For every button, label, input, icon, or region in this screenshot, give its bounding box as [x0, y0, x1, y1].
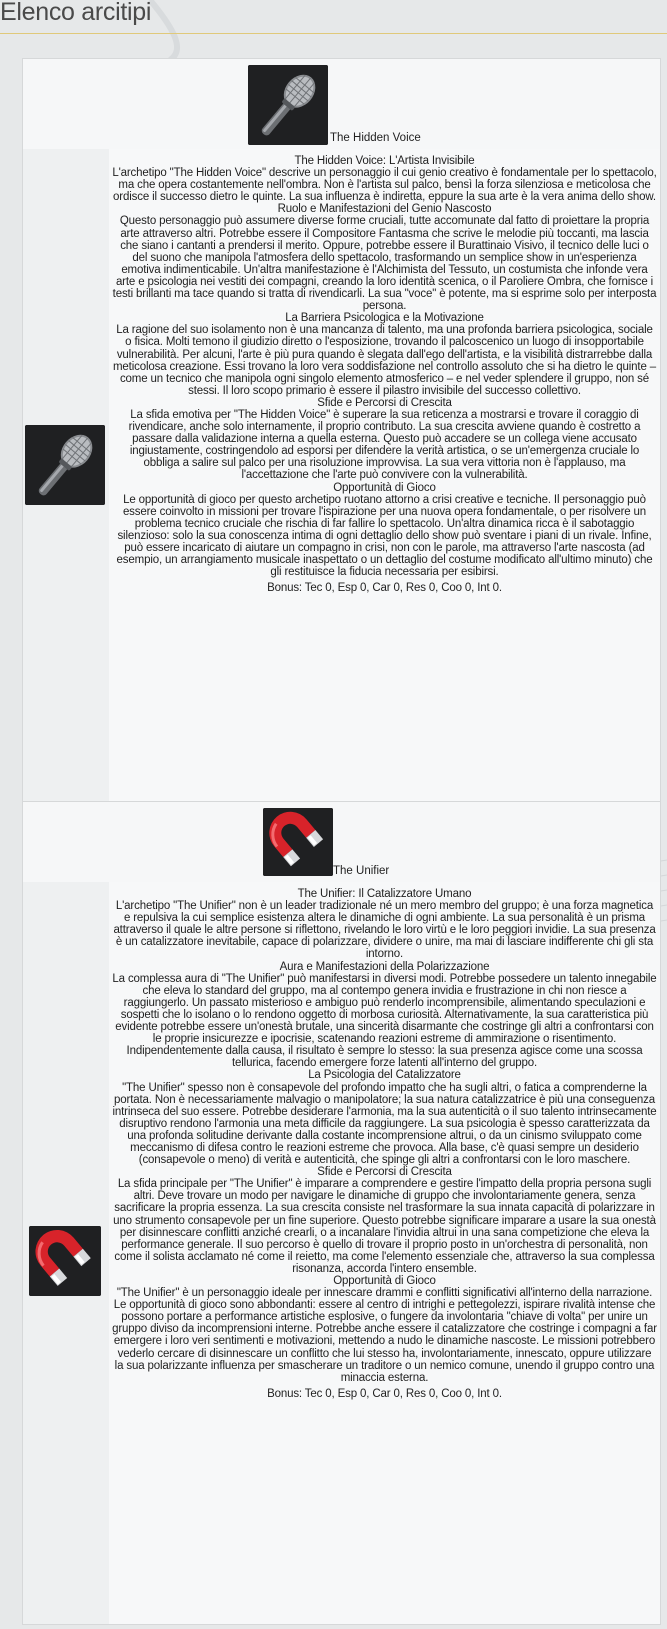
archetype-side-image[interactable]: [25, 425, 105, 505]
archetype-thumbnail[interactable]: [263, 808, 333, 876]
section-text: La sfida principale per "The Unifier" è imparare a comprendere e gestire l'impatto della propria persona sugli altri. Deve trovare un modo per navigare le dinamiche di gruppo che involontariamente genera, senza sacrificare la propria essenza. La sua crescita consiste nel trasformare la sua innata capacità di polarizzare in uno strumento consapevole per un fine superiore. Questo potrebbe significare imparare a usare la sua onestà per disinnescare conflitti anziché crearli, o a incanalare l'invidia altrui in una sana competizione che eleva la performance generale. Il suo percorso è quello di trovare il proprio posto in un'orchestra di personalità, non come il solista acclamato né come il reietto, ma come l'elemento essenziale che, attraverso la sua complessa risonanza, accorda l'intero ensemble.: [113, 1178, 656, 1275]
archetype-card-unifier: [22, 801, 661, 1625]
archetype-side-column: [23, 149, 109, 801]
section-text: L'archetipo "The Hidden Voice" descrive un personaggio il cui genio creativo è fondamentale per lo spettacolo, ma che opera costantemente nell'ombra. Non è l'artista sul palco, bensì la forza silenziosa e meticolosa che ordisce il successo dietro le quinte. La sua influenza è indiretta, eppure la sua arte è la vera anima dello show.: [112, 167, 657, 204]
horseshoe-magnet-icon: [29, 1226, 101, 1296]
archetype-side-image[interactable]: [29, 1226, 101, 1296]
page-title: Elenco arcitipi: [0, 0, 152, 26]
horseshoe-magnet-icon: [263, 808, 333, 876]
section-text: L'archetipo "The Unifier" non è un leader tradizionale né un mero membro del gruppo; è una forza magnetica e repulsiva la cui semplice esistenza altera le dinamiche di ogni ambiente. La sua personalità è un prisma attraverso il quale le altre persone si riflettono, rivelando le loro virtù e le loro peggiori invidie. La sua presenza è un catalizzatore inevitabile, capace di polarizzare, dividere o unire, ma mai di lasciare indifferente chi gli sta intorno.: [113, 900, 656, 961]
archetype-description: [109, 149, 660, 801]
section-text: Questo personaggio può assumere diverse forme cruciali, tutte accomunate dal fatto di proiettare la propria arte attraverso altri. Potrebbe essere il Compositore Fantasma che scrive le melodie più toccanti, ma lascia che siano i cantanti a prendersi il merito. Oppure, potrebbe essere il Burattinaio Visivo, il tecnico delle luci o del suono che manipola l'atmosfera dello spettacolo, trasformando un semplice show in un'esperienza emotiva indimenticabile. Un'altra manifestazione è l'Alchimista del Tessuto, un costumista che infonde vera arte e psicologia nei vestiti dei compagni, creando la loro identità scenica, o il Paroliere Ombra, che fornisce i testi brillanti ma tace quando si tratta di rivendicarli. La sua "voce" è potente, ma si esprime solo per interposta persona.: [112, 215, 657, 313]
section-text: La ragione del suo isolamento non è una mancanza di talento, ma una profonda barriera psicologica, sociale o fisica. Molti temono il giudizio diretto o l'esposizione, trovando il palcoscenico un luogo di insopportabile vulnerabilità. Per alcuni, l'arte è più pura quando è slegata dall'ego dell'artista, e la visibilità distrarrebbe dalla meticolosa creazione. Essi trovano la loro vera soddisfazione nel controllo assoluto che si ha dietro le quinte – come un tecnico che manipola ogni singolo elemento atmosferico – e nel veder splendere il gruppo, non sé stessi. Il loro scopo primario è essere il pilastro invisibile del successo collettivo.: [112, 324, 657, 397]
bonus-stats: Bonus: Tec 0, Esp 0, Car 0, Res 0, Coo 0, Int 0.: [267, 1387, 502, 1400]
section-text: La sfida emotiva per "The Hidden Voice" è superare la sua reticenza a mostrarsi e trovare il coraggio di rivendicare, anche solo internamente, il proprio contributo. La sua crescita avviene quando è costretto a passare dalla validazione interna a quella esterna. Questo può accadere se un collega viene accusato ingiustamente, costringendolo ad esporsi per difendere la verità artistica, o se un'emergenza cruciale lo obbliga a salire sul palco per una risoluzione improvvisa. La sua vera vittoria non è l'applauso, ma l'accettazione che l'arte può convivere con la vulnerabilità.: [128, 408, 641, 482]
section-text: "The Unifier" è un personaggio ideale per innescare drammi e conflitti significativi all'interno della narrazione. Le opportunità di gioco sono abbondanti: essere al centro di intrighi e pettegolezzi, ispirare rivalità intense che possono portare a performance artistiche esplosive, o fungere da involontaria "chiave di volta" per unire un gruppo diviso da incomprensioni interne. Potrebbe anche essere il catalizzatore che costringe i compagni a far emergere i loro veri sentimenti e motivazioni, mettendo a nudo le dinamiche nascoste. Le missioni potrebbero vederlo cercare di disinnescare un conflitto che lui stesso ha, involontariamente, innescato, oppure utilizzare la sua polarizzante influenza per smascherare un traditore o un nemico comune, unendo il gruppo contro una minaccia esterna.: [112, 1287, 657, 1384]
section-text: Le opportunità di gioco per questo archetipo ruotano attorno a crisi creative e tecniche. Il personaggio può essere coinvolto in missioni per trovare l'ispirazione per una nuova opera fondamentale, o per risolvere un problema tecnico cruciale che rischia di far fallire lo spettacolo. Un'altra dinamica ricca è il sabotaggio silenzioso: solo la sua conoscenza intima di ogni dettaglio dello show può sventare i piani di un rivale. Infine, può essere incaricato di aiutare un compagno in crisi, non con le parole, ma attraverso l'arte nascosta (ad esempio, un arrangiamento musicale inaspettato o un dettaglio del costume modificato all'ultimo minuto) che gli restituisce la fiducia necessaria per esibirsi.: [116, 493, 653, 579]
archetype-description: [109, 882, 660, 1624]
section-text: La complessa aura di "The Unifier" può manifestarsi in diversi modi. Potrebbe possedere un talento innegabile che eleva lo standard del gruppo, ma al contempo genera invidia e frustrazione in chi non riesce a raggiungerlo. Un passato misterioso e ambiguo può renderlo incomprensibile, alimentando speculazioni e sospetti che lo isolano o lo rendono oggetto di morbosa curiosità. Alternativamente, la sua caratteristica più evidente potrebbe essere un'onestà brutale, una sincerità disarmante che costringe gli altri a confrontarsi con le proprie insicurezze e ipocrisie, scatenando reazioni estreme di ammirazione o risentimento. Indipendentemente dalla causa, il risultato è sempre lo stesso: la sua presenza agisce come una scossa tellurica, facendo emergere forze latenti all'interno del gruppo.: [112, 972, 657, 1070]
archetype-header: [23, 59, 660, 149]
bonus-stats: Bonus: Tec 0, Esp 0, Car 0, Res 0, Coo 0, Int 0.: [267, 582, 502, 595]
archetype-side-column: [23, 882, 109, 1624]
section-heading: Opportunità di Gioco: [333, 481, 436, 494]
section-heading: La Barriera Psicologica e la Motivazione: [285, 312, 484, 325]
page-header: [0, 0, 667, 34]
section-heading: The Unifier: Il Catalizzatore Umano: [297, 888, 472, 900]
section-heading: Sfide e Percorsi di Crescita: [317, 1166, 452, 1179]
section-heading: La Psicologia del Catalizzatore: [308, 1069, 461, 1082]
section-heading: Ruolo e Manifestazioni del Genio Nascosto: [277, 203, 492, 216]
microphone-icon: [248, 65, 328, 145]
section-heading: Opportunità di Gioco: [333, 1275, 436, 1287]
archetype-name: The Hidden Voice: [330, 132, 421, 144]
section-text: "The Unifier" spesso non è consapevole del profondo impatto che ha sugli altri, o fatica a comprenderne la portata. Non è necessariamente malvagio o manipolatore; la sua natura catalizzatrice è più una conseguenza intrinseca del suo essere. Potrebbe desiderare l'armonia, ma la sua autenticità o il suo talento intrinsecamente disruptivo rendono l'armonia una meta difficile da raggiungere. La sua psicologia è spesso caratterizzata da una profonda solitudine derivante dalla costante incomprensione altrui, o da un cinismo sviluppato come meccanismo di difesa contro le reazioni estreme che provoca. Alla base, c'è quasi sempre un desiderio (consapevole o meno) di verità e autenticità, che spinge gli altri a confrontarsi con le loro maschere.: [112, 1081, 657, 1167]
section-heading: The Hidden Voice: L'Artista Invisibile: [294, 155, 475, 167]
archetype-card-hidden-voice: [22, 58, 661, 802]
microphone-icon: [25, 425, 105, 505]
archetype-name: The Unifier: [333, 865, 390, 877]
archetype-thumbnail[interactable]: [248, 65, 328, 145]
archetype-header: [23, 802, 660, 882]
section-heading: Aura e Manifestazioni della Polarizzazione: [279, 960, 490, 973]
section-heading: Sfide e Percorsi di Crescita: [317, 396, 452, 409]
